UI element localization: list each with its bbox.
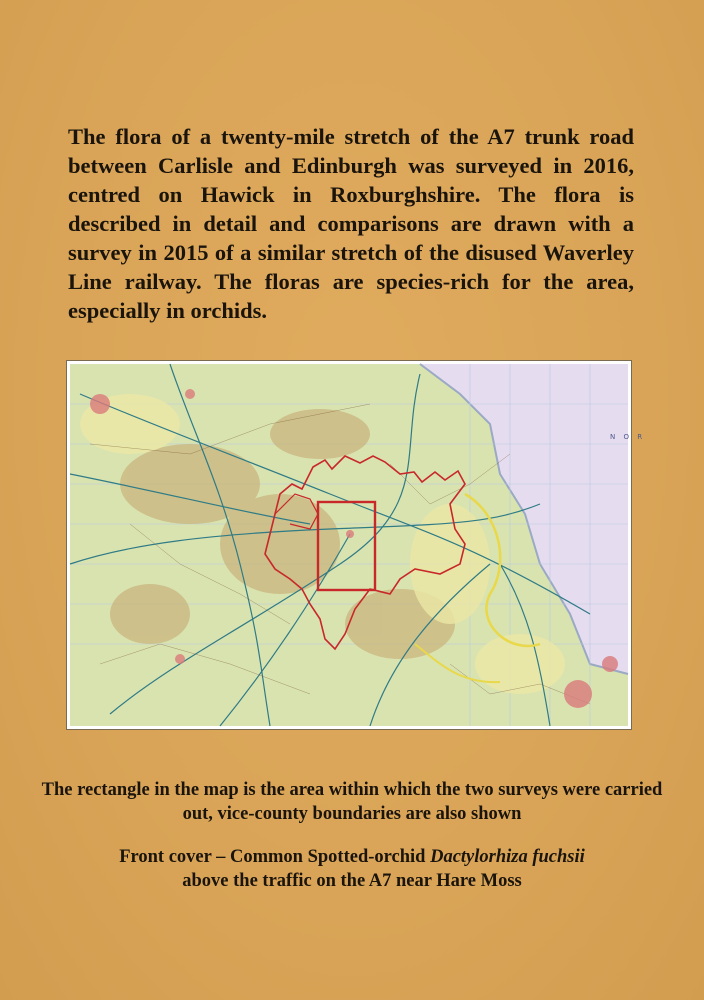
- survey-area-map: [70, 364, 646, 726]
- blurb-text: The flora of a twenty-mile stretch of the A7 trunk road between Carlisle and Edinburgh was surveyed in 2016, centred on Hawick in Roxburghshire. The flora is described in detail and comparisons are drawn with a survey in 2015 of a similar stretch of the disused Waverley Line railway. The floras are species-rich for the area, especially in orchids.: [68, 124, 634, 323]
- map-sea-label: N O R: [610, 433, 646, 441]
- map-frame: [66, 360, 646, 730]
- front-cover-caption-suffix: above the traffic on the A7 near Hare Moss: [182, 871, 522, 891]
- map-caption: The rectangle in the map is the area within which the two surveys were carried out, vice-county boundaries are also shown: [41, 780, 663, 824]
- species-name: Dactylorhiza fuchsii: [430, 847, 585, 867]
- front-cover-caption: [40, 845, 664, 893]
- front-cover-caption-prefix: Front cover – Common Spotted-orchid: [119, 847, 431, 867]
